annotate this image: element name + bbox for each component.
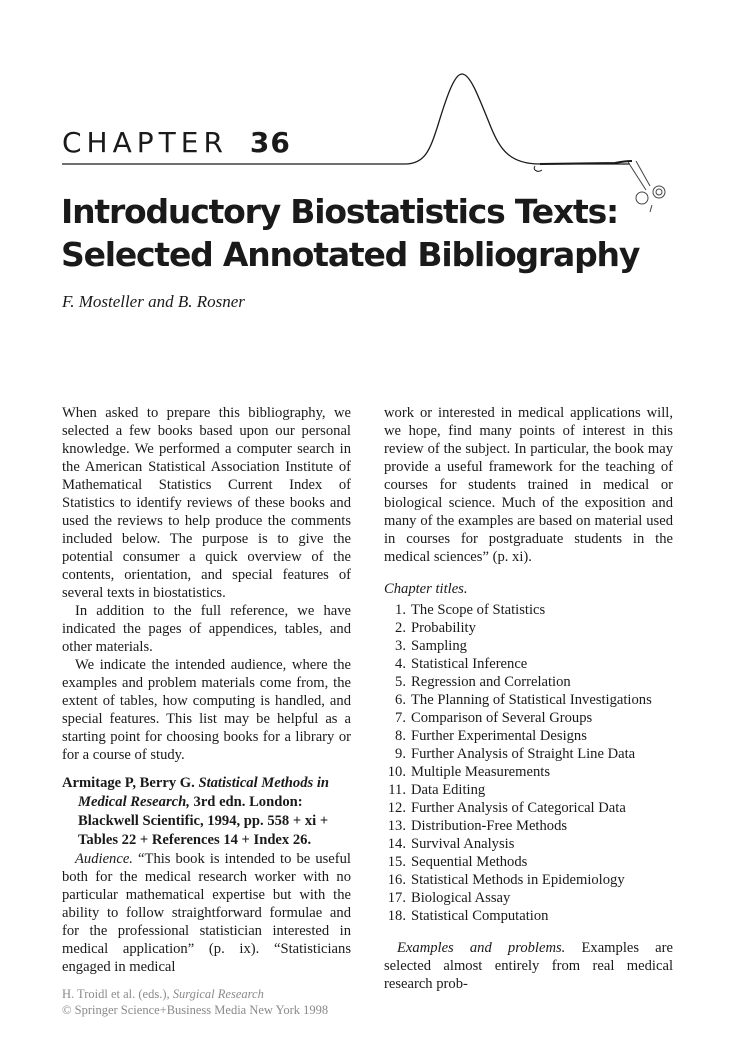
chapter-list-item: [384, 655, 673, 673]
chapter-list-item: [384, 835, 673, 853]
chapter-list-item: [384, 637, 673, 655]
chapter-list-item: [384, 745, 673, 763]
chapter-list-item: [384, 673, 673, 691]
chapter-title: Statistical Computation: [411, 908, 549, 924]
chapter-title: Biological Assay: [411, 890, 511, 906]
chapter-title: Sampling: [411, 638, 467, 654]
reference-title: Statistical Methods in Medical Research,: [78, 775, 330, 810]
chapter-list-item: [384, 907, 673, 925]
chapter-title: Statistical Methods in Epidemiology: [411, 872, 625, 888]
chapter-list-item: [384, 709, 673, 727]
chapter-list-item: [384, 619, 673, 637]
chapter-number-label: 10.: [387, 764, 406, 780]
chapter-number-label: 6.: [395, 692, 406, 708]
chapter-list-item: [384, 799, 673, 817]
chapter-number-label: 12.: [387, 800, 406, 816]
chapter-number-label: 8.: [395, 728, 406, 744]
suture-curl: [534, 166, 542, 171]
audience-text: “This book is intended to be useful both for the medical research worker with no particular mathematical expertise but with the ability to follow straightforward formulae and for the professional statistician interested in medical application” (p. ix). “Statisticians engaged in medical: [62, 851, 351, 975]
chapter-title: Sequential Methods: [411, 854, 528, 870]
footer-citation: [62, 986, 328, 1002]
chapter-list-item: [384, 763, 673, 781]
audience-label: Audience.: [75, 851, 133, 867]
chapter-number: 36: [249, 126, 291, 159]
chapter-number-label: 2.: [395, 620, 406, 636]
chapter-label: CHAPTER: [62, 126, 228, 159]
reference-entry: [62, 774, 351, 850]
chapter-number-label: 11.: [388, 782, 406, 798]
chapter-number-label: 1.: [395, 602, 406, 618]
examples-text: Examples are selected almost entirely from real medical research prob-: [384, 940, 673, 992]
chapter-heading: [62, 126, 291, 159]
footer-copyright: © Springer Science+Business Media New York 1998: [62, 1003, 329, 1017]
authors: F. Mosteller and B. Rosner: [62, 292, 245, 311]
chapter-title: Further Analysis of Straight Line Data: [411, 746, 636, 762]
chapter-list-item: [384, 727, 673, 745]
chapter-title: The Scope of Statistics: [411, 602, 546, 618]
chapter-title: Distribution-Free Methods: [411, 818, 568, 834]
chapter-title: Multiple Measurements: [411, 764, 551, 780]
reference-authors: Armitage P, Berry G.: [62, 775, 195, 791]
chapter-title: Further Experimental Designs: [411, 728, 587, 744]
chapter-number-label: 15.: [387, 854, 406, 870]
paragraph-3: We indicate the intended audience, where the examples and problem materials come from, the extent of tables, how computing is handled, and special features. This list may be helpful as a starting point for choosing books for a library or for a course of study.: [62, 657, 351, 763]
left-column: [62, 404, 351, 976]
chapter-number-label: 17.: [387, 890, 406, 906]
chapter-title: Survival Analysis: [411, 836, 515, 852]
chapter-number-label: 16.: [387, 872, 406, 888]
chapter-list-item: [384, 781, 673, 799]
chapter-number-label: 13.: [387, 818, 406, 834]
reference-details: 3rd edn. London: Blackwell Scientific, 1994, pp. 558 + xi + Tables 22 + References 14 + Index 26.: [78, 794, 329, 848]
chapter-number-label: 3.: [395, 638, 406, 654]
chapter-title: Data Editing: [411, 782, 486, 798]
title-line-1: Introductory Biostatistics Texts:: [61, 192, 619, 231]
examples-paragraph: [384, 939, 673, 993]
chapter-titles-heading: Chapter titles.: [384, 581, 468, 597]
chapter-list-item: [384, 601, 673, 619]
chapter-list-item: [384, 889, 673, 907]
chapter-list-item: [384, 817, 673, 835]
copyright-footer: [62, 986, 328, 1018]
chapter-number-label: 5.: [395, 674, 406, 690]
chapter-list-item: [384, 853, 673, 871]
chapter-title: Comparison of Several Groups: [411, 710, 593, 726]
page-title: [61, 190, 701, 276]
chapter-list-item: [384, 871, 673, 889]
chapter-title: Probability: [411, 620, 476, 636]
chapter-title: Regression and Correlation: [411, 674, 571, 690]
chapter-number-label: 18.: [387, 908, 406, 924]
chapter-number-label: 9.: [395, 746, 406, 762]
paragraph-2: In addition to the full reference, we have indicated the pages of appendices, tables, and other materials.: [62, 603, 351, 655]
audience-paragraph: [62, 850, 351, 976]
examples-label: Examples and problems.: [397, 940, 566, 956]
chapter-title: Further Analysis of Categorical Data: [411, 800, 626, 816]
chapter-list-item: [384, 691, 673, 709]
chapter-number-label: 4.: [395, 656, 406, 672]
right-column: [384, 404, 673, 993]
chapter-title: The Planning of Statistical Investigations: [411, 692, 652, 708]
intro-paragraph: When asked to prepare this bibliography, we selected a few books based upon our personal knowledge. We performed a computer search in the American Statistical Association Institute of Mathematical Statistics Current Index of Statistics to identify reviews of these books and used the reviews to help produce the comments included below. The purpose is to give the potential consumer a quick overview of the contents, orientation, and special features of several texts in biostatistics.: [62, 405, 351, 601]
chapter-title: Statistical Inference: [411, 656, 528, 672]
continued-paragraph: work or interested in medical applications will, we hope, find many points of interest in this review of the subject. In particular, the book may provide a useful framework for the teaching of courses for students trained in medical or biological science. Much of the exposition and many of the examples are based on material used in courses for postgraduate students in the medical sciences” (p. xi).: [384, 405, 673, 565]
title-line-2: Selected Annotated Bibliography: [61, 235, 640, 274]
chapter-number-label: 14.: [387, 836, 406, 852]
chapter-number-label: 7.: [395, 710, 406, 726]
footer-book-title: Surgical Research: [172, 987, 264, 1001]
footer-citation-text: H. Troidl et al. (eds.),: [62, 987, 170, 1001]
chapter-list: [384, 601, 673, 925]
